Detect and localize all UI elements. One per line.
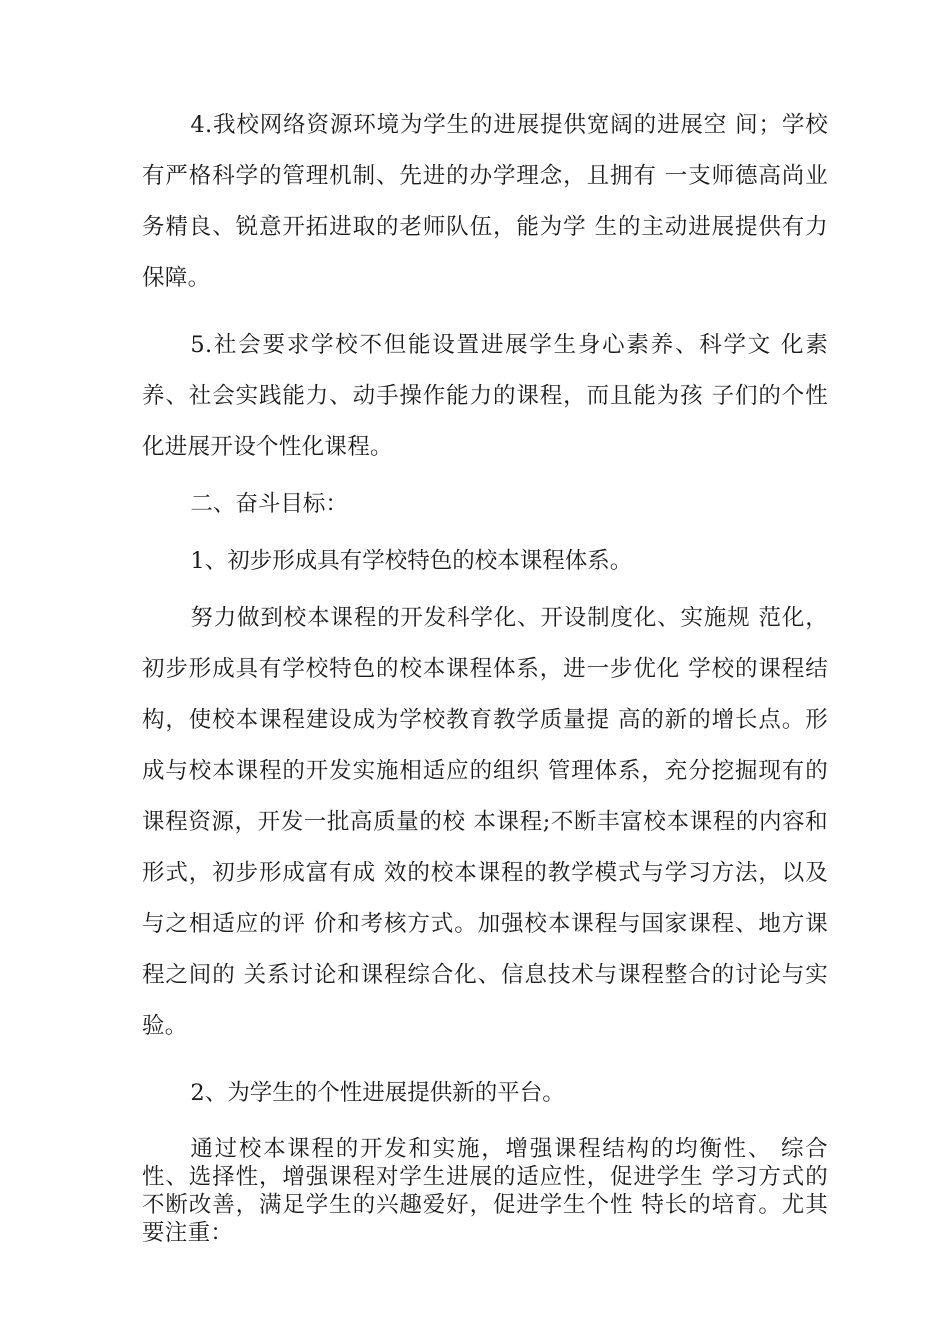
paragraph-goal-1-detail: 努力做到校本课程的开发科学化、开设制度化、实施规 范化，初步形成具有学校特色的校本课程体系，进一步优化 学校的课程结构，使校本课程建设成为学校教育教学质量提 高的新的增长点。形成与校本课程的开发实施相适应的组织 管理体系，充分挖掘现有的课程资源，开发一批高质量的校 本课程;不断丰富校本课程的内容和形式，初步形成富有成 效的校本课程的教学模式与学习方法，以及与之相适应的评 价和考核方式。加强校本课程与国家课程、地方课程之间的 关系讨论和课程综合化、信息技术与课程整合的讨论与实验。: [142, 605, 828, 1039]
paragraph-goal-2-detail: 通过校本课程的开发和实施，增强课程结构的均衡性、 综合性、选择性，增强课程对学生进展的适应性，促进学生 学习方式的不断改善，满足学生的兴趣爱好，促进学生个性 特长的培育。尤其要注重：: [142, 1136, 828, 1246]
section-heading-goals: 二、奋斗目标：: [190, 491, 348, 517]
goal-heading-2: 2、为学生的个性进展提供新的平台。: [190, 1080, 565, 1106]
paragraph-resource-environment: 4.我校网络资源环境为学生的进展提供宽阔的进展空 间；学校有严格科学的管理机制、先进的办学理念，且拥有 一支师德高尚业务精良、锐意开拓进取的老师队伍，能为学 生的主动进展提供有力保障。: [142, 112, 828, 291]
document-page: [142, 100, 828, 1247]
paragraph-social-requirements: 5.社会要求学校不但能设置进展学生身心素养、科学文 化素养、社会实践能力、动手操作能力的课程，而且能为孩 子们的个性化进展开设个性化课程。: [142, 332, 828, 460]
goal-heading-1: 1、初步形成具有学校特色的校本课程体系。: [190, 548, 633, 574]
